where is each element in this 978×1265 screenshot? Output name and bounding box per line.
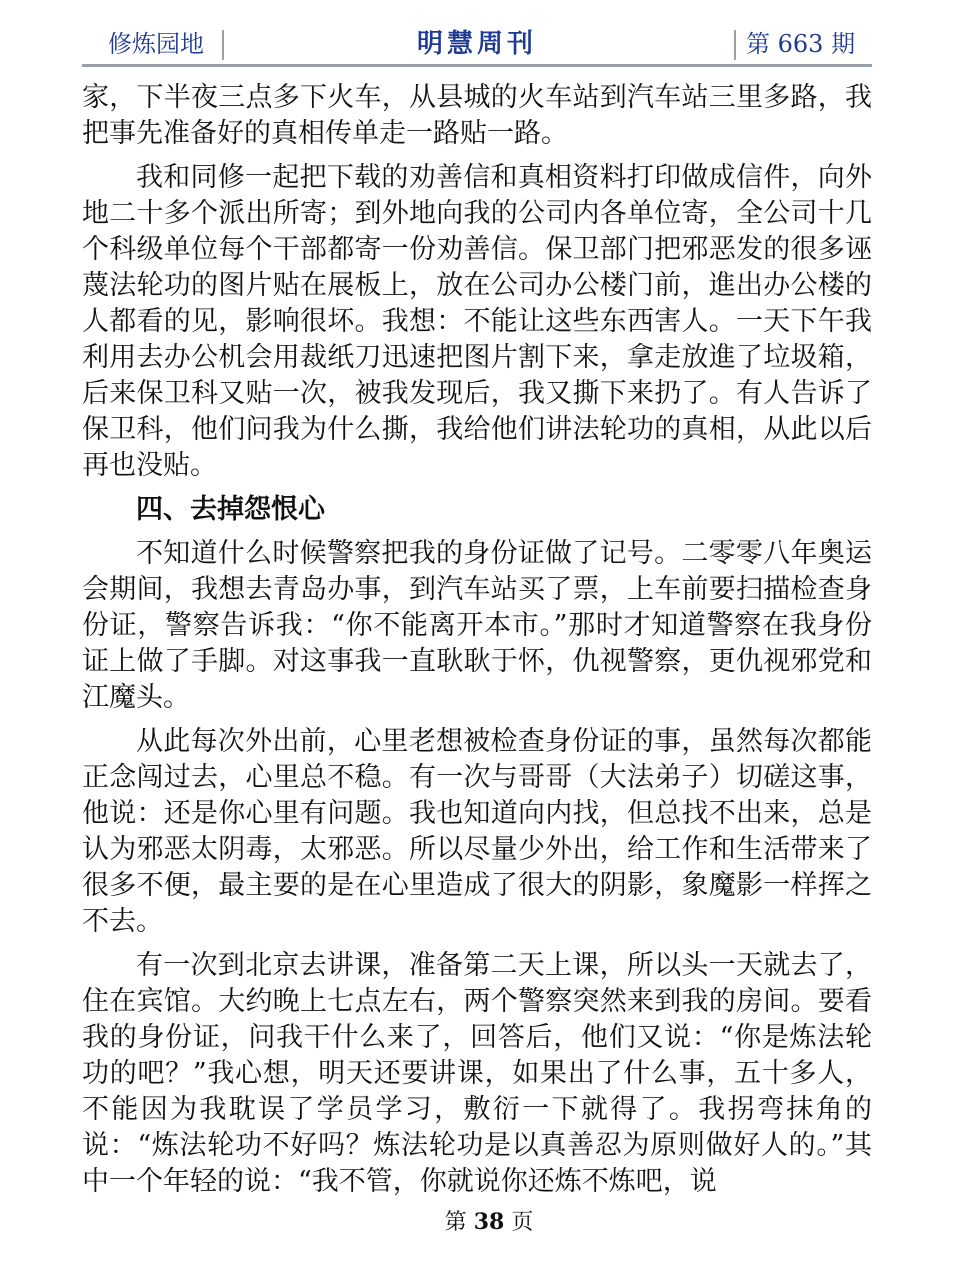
header-divider bbox=[734, 30, 736, 60]
paragraph: 有一次到北京去讲课，准备第二天上课，所以头一天就去了，住在宾馆。大约晚上七点左右，两个警察突然来到我的房间。要看我的身份证，问我干什么来了，回答后，他们又说：“你是炼法轮功的吧？”我心想，明天还要讲课，如果出了什么事，五十多人，不能因为我耽误了学员学习，敷衍一下就得了。我拐弯抹角的说：“炼法轮功不好吗？炼法轮功是以真善忍为原则做好人的。”其中一个年轻的说：“我不管，你就说你还炼不炼吧，说 bbox=[82, 950, 872, 1197]
header-rule bbox=[82, 64, 872, 67]
issue-number: 第 663 期 bbox=[746, 30, 856, 58]
paragraph: 不知道什么时候警察把我的身份证做了记号。二零零八年奥运会期间，我想去青岛办事，到汽车站买了票，上车前要扫描检查身份证，警察告诉我：“你不能离开本市。”那时才知道警察在我身份证上做了手脚。对这事我一直耿耿于怀，仇视警察，更仇视邪党和江魔头。 bbox=[82, 538, 872, 713]
paragraph: 我和同修一起把下载的劝善信和真相资料打印做成信件，向外地二十多个派出所寄；到外地向我的公司内各单位寄，全公司十几个科级单位每个干部都寄一份劝善信。保卫部门把邪恶发的很多诬蔑法轮功的图片贴在展板上，放在公司办公楼门前，進出办公楼的人都看的见，影响很坏。我想：不能让这些东西害人。一天下午我利用去办公机会用裁纸刀迅速把图片割下来，拿走放進了垃圾箱，后来保卫科又贴一次，被我发现后，我又撕下来扔了。有人告诉了保卫科，他们问我为什么撕，我给他们讲法轮功的真相，从此以后再也没贴。 bbox=[82, 162, 872, 481]
page-label-suffix: 页 bbox=[511, 1210, 534, 1235]
article-body bbox=[82, 80, 872, 1208]
paragraph: 从此每次外出前，心里老想被检查身份证的事，虽然每次都能正念闯过去，心里总不稳。有一次与哥哥（大法弟子）切磋这事，他说：还是你心里有问题。我也知道向内找，但总找不出来，总是认为邪恶太阴毒，太邪恶。所以尽量少外出，给工作和生活带来了很多不便，最主要的是在心里造成了很大的阴影，象魔影一样挥之不去。 bbox=[82, 726, 872, 937]
page-header bbox=[82, 22, 872, 68]
page-label-prefix: 第 bbox=[444, 1210, 467, 1235]
section-heading: 四、去掉怨恨心 bbox=[136, 494, 325, 525]
page-number: 38 bbox=[473, 1209, 505, 1235]
paragraph: 家，下半夜三点多下火车，从县城的火车站到汽车站三里多路，我把事先准备好的真相传单走一路贴一路。 bbox=[82, 82, 872, 149]
page-footer bbox=[0, 1208, 978, 1237]
publication-title: 明慧周刊 bbox=[416, 29, 537, 59]
section-title: 修炼园地 bbox=[108, 30, 204, 58]
